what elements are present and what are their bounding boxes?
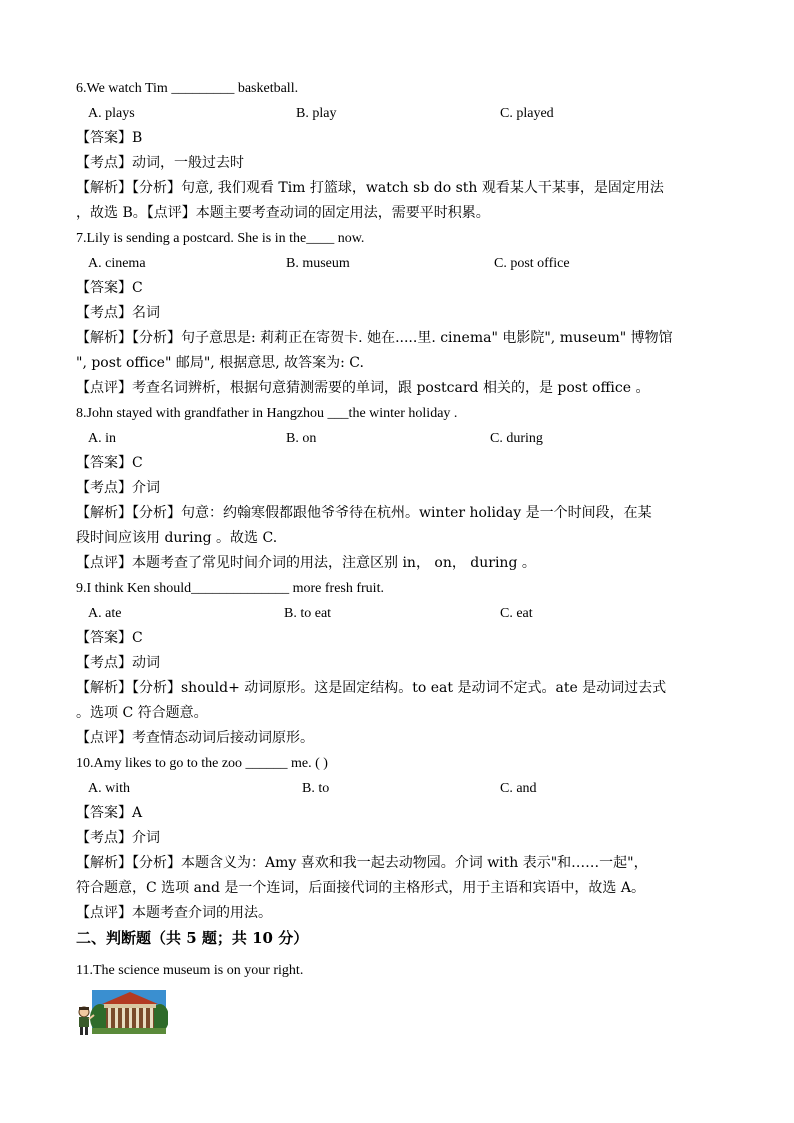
- question-9-options: [76, 601, 726, 626]
- answer-line: 【答案】C: [76, 280, 143, 296]
- answer-line: 【答案】A: [76, 805, 143, 821]
- answer-line: 【答案】C: [76, 630, 143, 646]
- analysis-line: 【解析】【分析】句意：约翰寒假都跟他爷爷待在杭州。winter holiday 是一个时间段，在某: [76, 505, 652, 521]
- option-a: A. cinema: [88, 256, 146, 271]
- option-b: B. museum: [286, 256, 350, 271]
- analysis-line: 【解析】【分析】句子意思是: 莉莉正在寄贺卡. 她在.....里. cinema" 电影院", museum" 博物馆: [76, 330, 673, 346]
- question-6-stem: 6.We watch Tim _________ basketball.: [76, 81, 299, 96]
- question-8-stem: 8.John stayed with grandfather in Hangzhou ___the winter holiday .: [76, 406, 458, 421]
- option-a: A. in: [88, 431, 116, 446]
- question-7-stem: 7.Lily is sending a postcard. She is in the____ now.: [76, 231, 365, 246]
- analysis-line: 【解析】【分析】本题含义为：Amy 喜欢和我一起去动物园。介词 with 表示"和……一起"，: [76, 855, 648, 871]
- comment-line: 【点评】考查情态动词后接动词原形。: [76, 730, 314, 746]
- question-9-stem: 9.I think Ken should______________ more fresh fruit.: [76, 581, 384, 596]
- analysis-line: ，故选 B。【点评】本题主要考查动词的固定用法，需要平时积累。: [76, 205, 490, 221]
- option-b: B. to eat: [284, 606, 332, 621]
- option-c: C. during: [490, 431, 543, 446]
- option-a: A. ate: [88, 606, 122, 621]
- option-b: B. play: [296, 106, 337, 121]
- option-c: C. eat: [500, 606, 533, 621]
- question-10-stem: 10.Amy likes to go to the zoo ______ me. ( ): [76, 756, 328, 771]
- question-6-options: [76, 101, 726, 126]
- question-11-stem: 11.The science museum is on your right.: [76, 963, 304, 978]
- knowledge-point: 【考点】动词: [76, 655, 160, 671]
- question-10-options: [76, 776, 726, 801]
- comment-line: 【点评】考查名词辨析，根据句意猜测需要的单词，跟 postcard 相关的，是 post office 。: [76, 380, 650, 396]
- museum-guide-illustration: [76, 988, 168, 1036]
- question-7-options: [76, 251, 726, 276]
- comment-line: 【点评】本题考查了常见时间介词的用法，注意区别 in， on， during 。: [76, 555, 536, 571]
- analysis-line: 【解析】【分析】should+ 动词原形。这是固定结构。to eat 是动词不定式。ate 是动词过去式: [76, 680, 667, 696]
- knowledge-point: 【考点】名词: [76, 305, 160, 321]
- answer-line: 【答案】C: [76, 455, 143, 471]
- comment-line: 【点评】本题考查介词的用法。: [76, 905, 272, 921]
- knowledge-point: 【考点】动词，一般过去时: [76, 155, 244, 171]
- analysis-line: 符合题意，C 选项 and 是一个连词，后面接代词的主格形式，用于主语和宾语中，故选 A。: [76, 880, 645, 896]
- answer-line: 【答案】B: [76, 130, 143, 146]
- analysis-line: 段时间应该用 during 。故选 C.: [76, 530, 278, 546]
- analysis-line: 。选项 C 符合题意。: [76, 705, 208, 721]
- option-c: C. post office: [494, 256, 570, 271]
- option-c: C. played: [500, 106, 554, 121]
- option-a: A. with: [88, 781, 130, 796]
- knowledge-point: 【考点】介词: [76, 480, 160, 496]
- option-a: A. plays: [88, 106, 135, 121]
- knowledge-point: 【考点】介词: [76, 830, 160, 846]
- option-b: B. to: [302, 781, 330, 796]
- option-c: C. and: [500, 781, 537, 796]
- section-title: 二、判断题（共 5 题；共 10 分）: [76, 929, 309, 947]
- analysis-line: 【解析】【分析】句意, 我们观看 Tim 打篮球，watch sb do sth 观看某人干某事，是固定用法: [76, 180, 664, 196]
- option-b: B. on: [286, 431, 317, 446]
- question-8-options: [76, 426, 726, 451]
- analysis-line: ", post office" 邮局", 根据意思, 故答案为: C.: [76, 355, 364, 371]
